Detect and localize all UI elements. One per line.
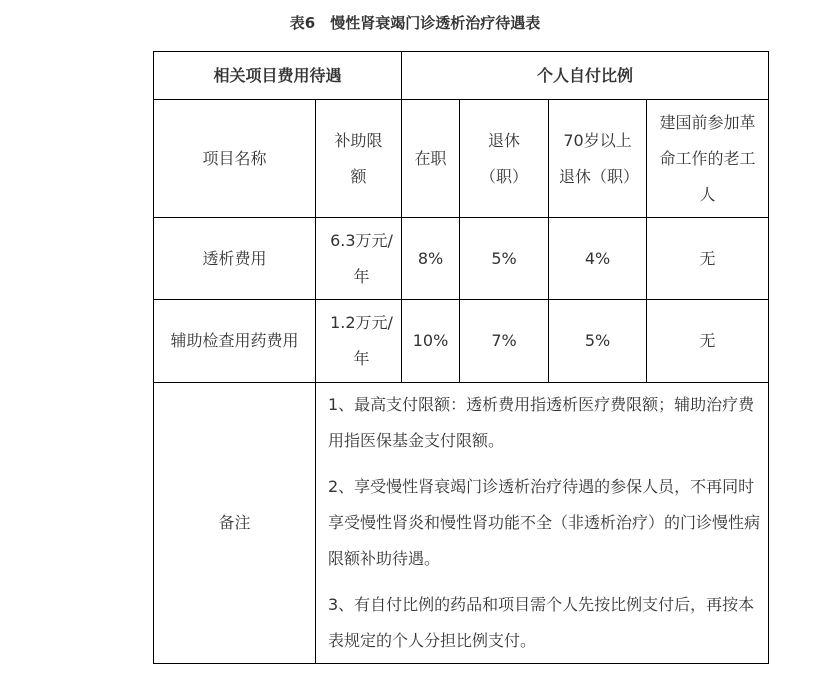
row-retired-70-ratio: 5% [549,300,647,383]
column-header-item-name: 项目名称 [154,100,316,218]
notes-content [316,383,769,664]
notes-label: 备注 [154,383,316,664]
row-subsidy-limit: 6.3万元/年 [316,218,402,300]
row-veteran-ratio: 无 [647,300,769,383]
row-employed-ratio: 10% [402,300,460,383]
group-header-self-pay-ratio: 个人自付比例 [402,52,769,100]
column-header-row [154,100,769,218]
note-item: 1、最高支付限额：透析费用指透析医疗费限额；辅助治疗费用指医保基金支付限额。 [328,395,755,450]
row-retired-70-ratio: 4% [549,218,647,300]
row-retired-ratio: 7% [460,300,549,383]
column-header-subsidy-limit: 补助限额 [316,100,402,218]
table-title: 表6 慢性肾衰竭门诊透析治疗待遇表 [289,14,541,32]
row-veteran-ratio: 无 [647,218,769,300]
row-employed-ratio: 8% [402,218,460,300]
group-header-row [154,52,769,100]
column-header-veteran: 建国前参加革命工作的老工人 [647,100,769,218]
note-item: 2、享受慢性肾衰竭门诊透析治疗待遇的参保人员，不再同时享受慢性肾炎和慢性肾功能不全（非透析治疗）的门诊慢性病限额补助待遇。 [328,477,761,568]
column-header-retired: 退休（职） [460,100,549,218]
table-row [154,218,769,300]
row-item-name: 辅助检查用药费用 [154,300,316,383]
row-retired-ratio: 5% [460,218,549,300]
benefit-table [153,51,769,664]
notes-row [154,383,769,664]
group-header-related-costs: 相关项目费用待遇 [154,52,402,100]
row-item-name: 透析费用 [154,218,316,300]
column-header-retired-70: 70岁以上退休（职） [549,100,647,218]
row-subsidy-limit: 1.2万元/年 [316,300,402,383]
table-row [154,300,769,383]
column-header-employed: 在职 [402,100,460,218]
note-item: 3、有自付比例的药品和项目需个人先按比例支付后，再按本表规定的个人分担比例支付。 [328,595,755,650]
